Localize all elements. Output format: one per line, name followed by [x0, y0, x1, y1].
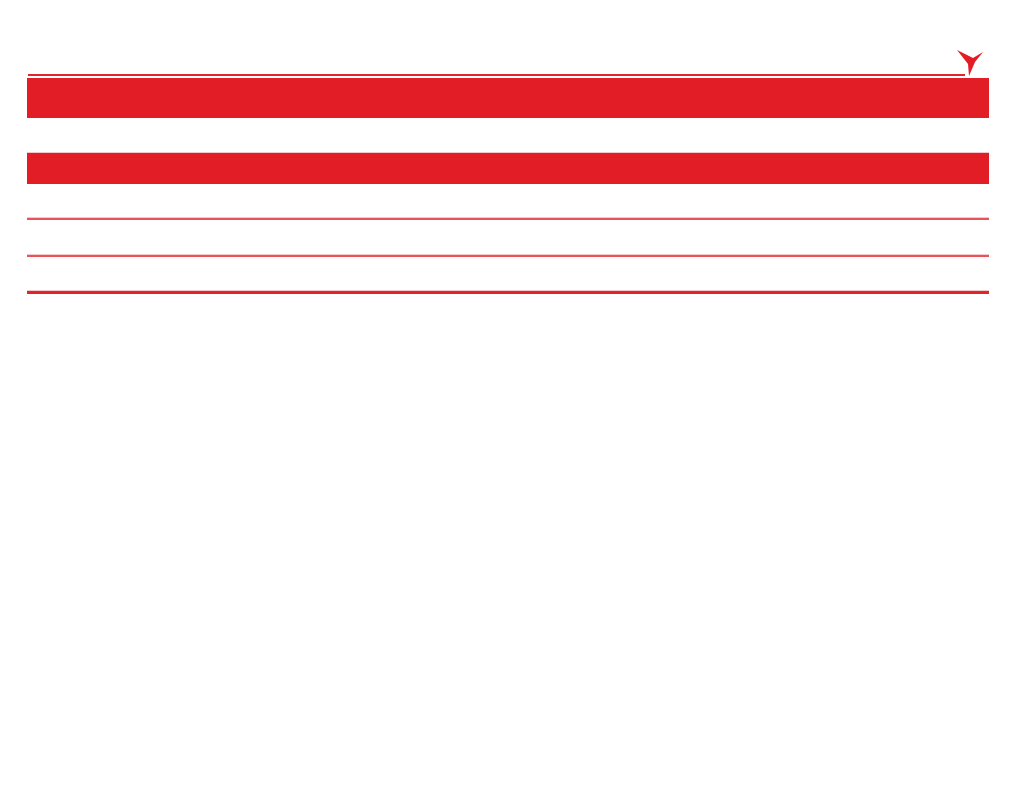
header-corner — [27, 78, 164, 118]
spacer-row — [27, 118, 989, 153]
spacer-row — [27, 184, 989, 219]
spacer-row — [27, 220, 989, 255]
bottom-rule — [27, 291, 989, 294]
red-bird-icon — [955, 44, 985, 78]
section-title — [27, 153, 989, 184]
title-underline — [28, 74, 965, 76]
membership-table — [27, 78, 989, 294]
spacer-row — [27, 257, 989, 292]
level-header-row — [27, 78, 989, 118]
